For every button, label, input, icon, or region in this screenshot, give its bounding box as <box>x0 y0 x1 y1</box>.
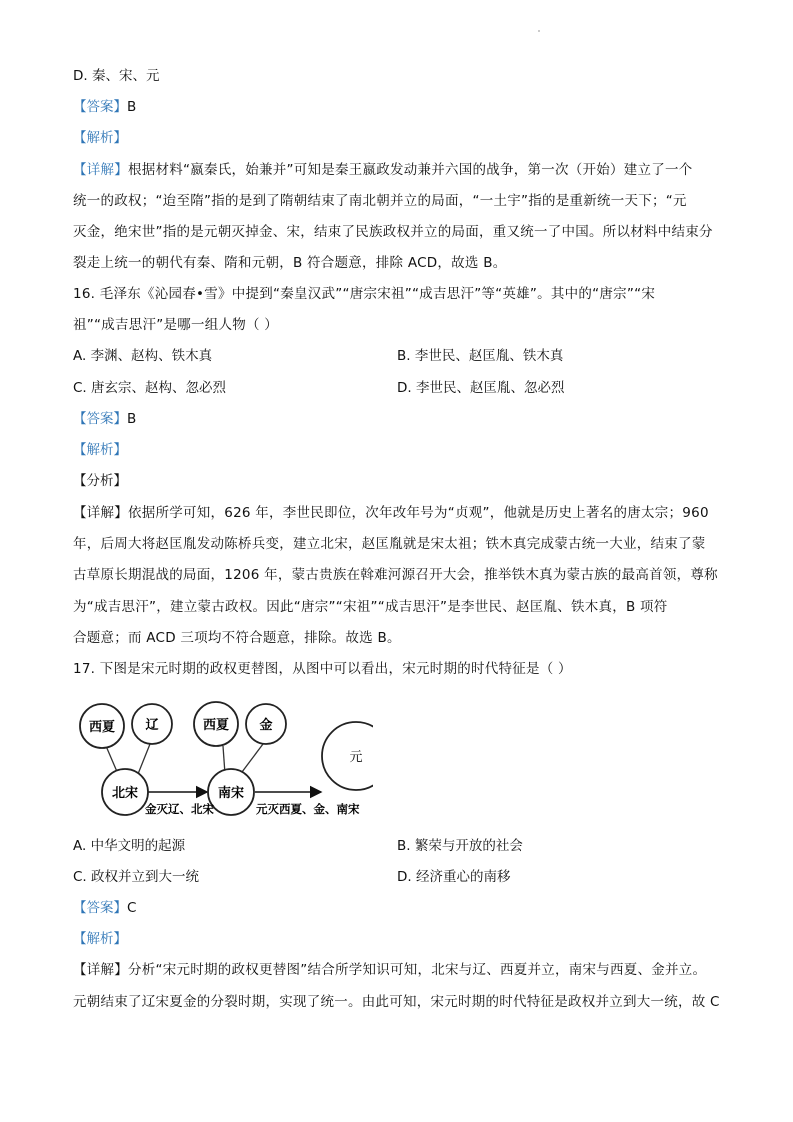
q16-option-a: A. 李渊、赵构、铁木真 <box>73 348 213 364</box>
q15-answer-row <box>73 97 136 117</box>
label-xixia: 西夏 <box>88 720 116 735</box>
label-beisong: 北宋 <box>111 786 139 801</box>
answer-tag: 【答案】 <box>73 900 127 916</box>
answer-value: B <box>127 411 137 427</box>
q17-stem: 17. 下图是宋元时期的政权更替图，从图中可以看出，宋元时期的时代特征是（ ） <box>73 661 572 677</box>
q16-stem-line-1: 16. 毛泽东《沁园春•雪》中提到“秦皇汉武”“唐宗宋祖”“成吉思汗”等“英雄”。其中的“唐宗”“宋 <box>73 286 656 302</box>
detail-tag: 【详解】 <box>73 162 128 178</box>
q16-detail-line-4: 为“成吉思汗”，建立蒙古政权。因此“唐宗”“宋祖”“成吉思汗”是李世民、赵匡胤、铁木真，B 项符 <box>73 599 668 615</box>
q17-analysis-tag: 【解析】 <box>73 931 127 947</box>
q16-stem-line-2: 祖”“成吉思汗”是哪一组人物（ ） <box>73 317 279 333</box>
answer-tag: 【答案】 <box>73 411 127 427</box>
q16-answer-row <box>73 409 136 429</box>
circle-yuan <box>322 722 373 790</box>
q15-detail-line-2: 统一的政权；“迨至隋”指的是到了隋朝结束了南北朝并立的局面，“一土宇”指的是重新统一天下；“元 <box>73 193 687 209</box>
detail-tag: 【详解】 <box>73 962 128 978</box>
q15-detail-line-1 <box>73 160 693 180</box>
arrow-label-2: 元灭西夏、金、南宋 <box>256 802 360 816</box>
detail-text: 依据所学可知，626 年，李世民即位，次年改年号为“贞观”，他就是历史上著名的唐太宗；960 <box>128 505 709 521</box>
q17-option-d: D. 经济重心的南移 <box>397 869 511 885</box>
arrow-label-1: 金灭辽、北宋 <box>145 802 214 816</box>
label-jin: 金 <box>259 718 273 733</box>
label-yuan: 元 <box>349 750 363 765</box>
page-mark <box>538 30 540 32</box>
q16-detail-line-3: 古草原长期混战的局面，1206 年，蒙古贵族在斡难河源召开大会，推举铁木真为蒙古族的最高首领，尊称 <box>73 567 718 583</box>
answer-value: B <box>127 99 137 115</box>
q15-detail-line-3: 灭金，绝宋世”指的是元朝灭掉金、宋，结束了民族政权并立的局面，重又统一了中国。所以材料中结束分 <box>73 224 713 240</box>
label-xixia-2: 西夏 <box>202 718 230 733</box>
detail-tag: 【详解】 <box>73 505 128 521</box>
q17-option-c: C. 政权并立到大一统 <box>73 869 200 885</box>
label-liao: 辽 <box>145 718 159 733</box>
q15-option-d: D. 秦、宋、元 <box>73 68 160 84</box>
q16-detail-line-1 <box>73 503 709 523</box>
detail-text: 分析“宋元时期的政权更替图”结合所学知识可知，北宋与辽、西夏并立，南宋与西夏、金并立。 <box>128 962 707 978</box>
detail-text: 根据材料“嬴秦氏，始兼并”可知是秦王嬴政发动兼并六国的战争，第一次（开始）建立了一个 <box>128 162 693 178</box>
q17-answer-row <box>73 898 136 918</box>
regime-succession-diagram <box>73 696 373 826</box>
q17-option-a: A. 中华文明的起源 <box>73 838 186 854</box>
q16-fenxi-tag: 【分析】 <box>73 473 127 489</box>
q15-detail-line-4: 裂走上统一的朝代有秦、隋和元朝，B 符合题意，排除 ACD，故选 B。 <box>73 255 507 271</box>
q16-option-d: D. 李世民、赵匡胤、忽必烈 <box>397 380 565 396</box>
link-liao-beisong <box>138 744 150 774</box>
q16-option-c: C. 唐玄宗、赵构、忽必烈 <box>73 380 227 396</box>
q16-analysis-tag: 【解析】 <box>73 442 127 458</box>
q17-detail-line-2: 元朝结束了辽宋夏金的分裂时期，实现了统一。由此可知，宋元时期的时代特征是政权并立到大一统，故 C <box>73 994 720 1010</box>
label-nansong: 南宋 <box>217 786 245 801</box>
answer-value: C <box>127 900 137 916</box>
q16-detail-line-2: 年，后周大将赵匡胤发动陈桥兵变，建立北宋，赵匡胤就是宋太祖；铁木真完成蒙古统一大业，结束了蒙 <box>73 536 706 552</box>
q15-analysis-tag: 【解析】 <box>73 130 127 146</box>
q17-option-b: B. 繁荣与开放的社会 <box>397 838 523 854</box>
q16-detail-line-5: 合题意；而 ACD 三项均不符合题意，排除。故选 B。 <box>73 630 401 646</box>
answer-tag: 【答案】 <box>73 99 127 115</box>
q17-detail-line-1 <box>73 960 706 980</box>
q16-option-b: B. 李世民、赵匡胤、铁木真 <box>397 348 564 364</box>
